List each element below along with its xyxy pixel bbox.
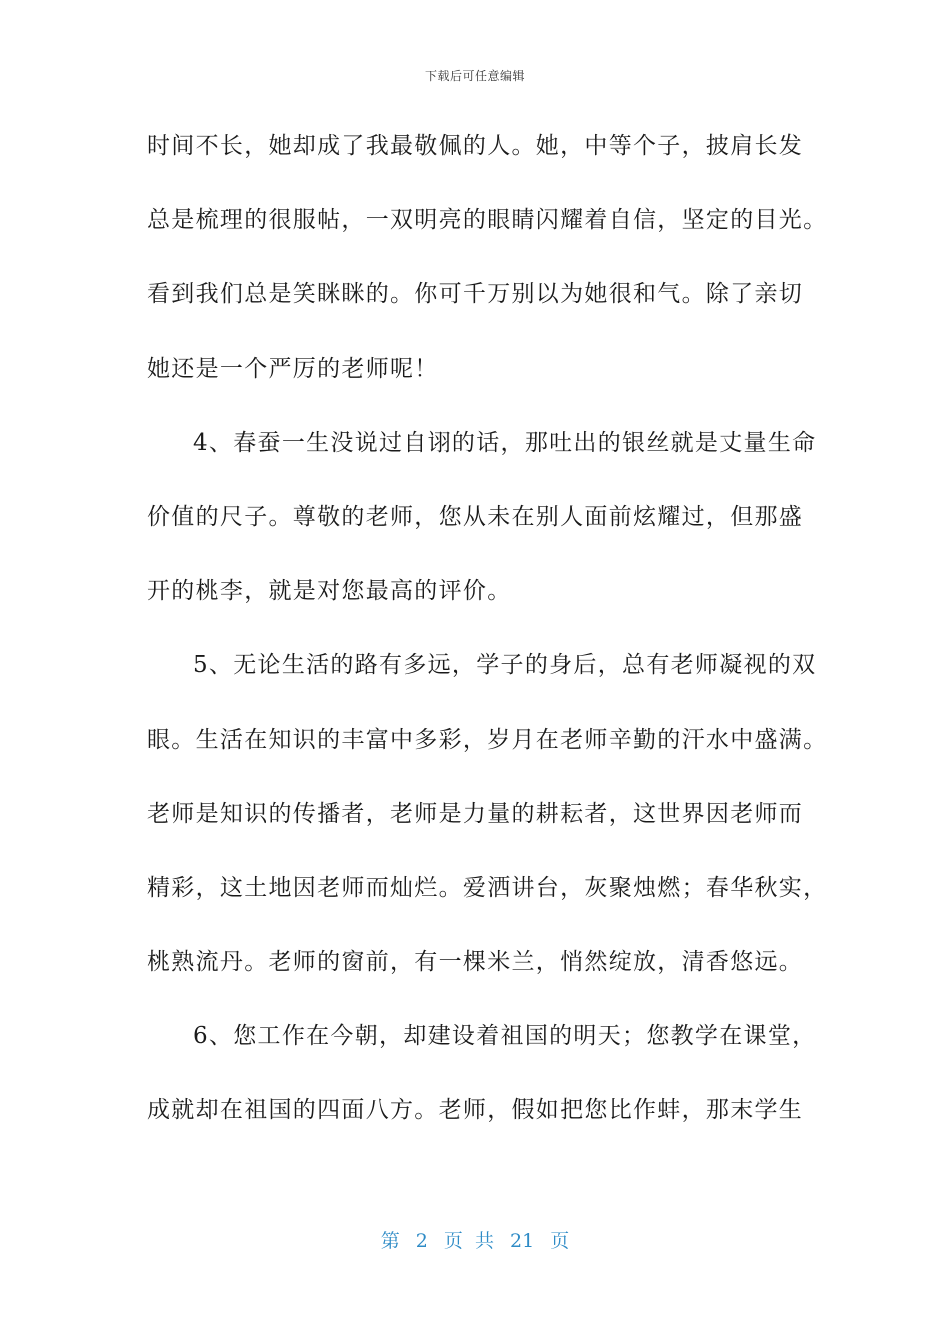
text-line: 眼。生活在知识的丰富中多彩，岁月在老师辛勤的汗水中盛满。: [147, 726, 828, 753]
text-line: 精彩，这土地因老师而灿烂。爱洒讲台，灰聚烛燃；春华秋实，: [147, 874, 828, 901]
paragraph-start-line: 6、您工作在今朝，却建设着祖国的明天；您教学在课堂，: [193, 1023, 817, 1050]
body-text: [147, 126, 828, 1165]
paragraph-start-line: 4、春蚕一生没说过自诩的话，那吐出的银丝就是丈量生命: [193, 429, 817, 456]
footer-prefix: 第: [380, 1230, 400, 1252]
text-line: 价值的尺子。尊敬的老师，您从未在别人面前炫耀过，但那盛: [147, 503, 804, 530]
footer-suffix: 页: [550, 1230, 570, 1252]
page-footer: [0, 1226, 950, 1253]
footer-middle: 页 共: [443, 1230, 494, 1252]
total-pages: 21: [510, 1230, 535, 1252]
page-number: 2: [415, 1230, 428, 1252]
text-line: 时间不长，她却成了我最敬佩的人。她，中等个子，披肩长发: [147, 133, 804, 159]
text-line: 老师是知识的传播者，老师是力量的耕耘者，这世界因老师而: [147, 800, 804, 827]
header-note: 下载后可任意编辑: [424, 69, 525, 83]
text-line: 桃熟流丹。老师的窗前，有一棵米兰，悄然绽放，清香悠远。: [147, 949, 804, 976]
paragraph-start-line: 5、无论生活的路有多远，学子的身后，总有老师凝视的双: [193, 652, 817, 679]
text-line: 开的桃李，就是对您最高的评价。: [147, 578, 512, 605]
text-line: 看到我们总是笑眯眯的。你可千万别以为她很和气。除了亲切: [147, 281, 804, 308]
text-line: 她还是一个严厉的老师呢！: [147, 355, 439, 382]
text-line: 成就却在祖国的四面八方。老师，假如把您比作蚌，那末学生: [147, 1097, 804, 1124]
text-line: 总是梳理的很服帖，一双明亮的眼睛闪耀着自信，坚定的目光。: [147, 207, 828, 234]
